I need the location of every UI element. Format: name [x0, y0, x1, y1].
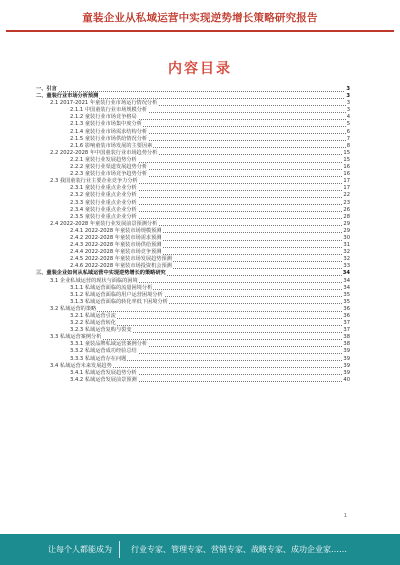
- toc-entry-label: 3.1 企业私域运营的现状与面临的困境: [50, 277, 138, 284]
- toc-entry-page: 35: [343, 298, 350, 305]
- toc-entry-page: 38: [343, 341, 350, 348]
- toc-entry-label: 2.2.1 童装行业发展趋势分析: [70, 156, 137, 163]
- toc-entry-label: 2.4.3 2022-2028 年童装市场供给预测: [70, 242, 162, 249]
- toc-entry-label: 2.1.6 影响童装市场发展的主要因素: [70, 142, 153, 149]
- toc-entry-page: 39: [343, 348, 350, 355]
- toc-entry[interactable]: [36, 192, 350, 199]
- toc-entry[interactable]: [36, 157, 350, 164]
- toc-entry-label: 2.1.1 中国童装行业市场规模分析: [70, 107, 148, 114]
- toc-entry[interactable]: [36, 143, 350, 150]
- toc-entry-label: 3.3 私域运营案例分析: [50, 334, 102, 341]
- toc-heading: 内容目录: [168, 61, 232, 77]
- toc-entry-label: 2.3.2 童装行业重点企业分析: [70, 192, 137, 199]
- toc-entry-label: 3.2.2 私域运营转化: [70, 320, 116, 327]
- toc-entry-label: 2.4.2 2022-2028 年童装市场需求预测: [70, 234, 162, 241]
- toc-entry-label: 3.1.2 私域运营面临的用户运营困境分析: [70, 291, 163, 298]
- toc-entry-page: 32: [343, 256, 350, 263]
- toc-entry-page: 36: [343, 305, 350, 312]
- toc-entry-label: 2.2 2022-2028 年中国童装行业市场趋势分析: [50, 149, 158, 156]
- toc-entry-label: 2.3.3 童装行业重点企业分析: [70, 199, 137, 206]
- toc-entry[interactable]: [36, 221, 350, 228]
- toc-entry-page: 34: [343, 277, 350, 284]
- toc-entry-label: 3.3.1 童装品牌私域运营案例分析: [70, 341, 148, 348]
- toc-entry-label: 3.2.1 私域运营引流: [70, 313, 116, 319]
- toc-entry[interactable]: [36, 299, 350, 306]
- toc-entry-page: 33: [343, 263, 350, 270]
- toc-entry-label: 三、童装企业如何从私域运营中实现逆势增长的策略研究: [36, 270, 166, 277]
- toc-entry-page: 32: [343, 249, 350, 256]
- toc-entry[interactable]: [36, 278, 350, 285]
- toc-entry-page: 36: [343, 313, 350, 319]
- header-divider: [6, 30, 394, 32]
- toc-entry-page: 35: [343, 291, 350, 298]
- toc-entry-label: 3.3.3 私域运营存在问题: [70, 355, 127, 362]
- toc-entry-label: 二、童装行业市场分析预测: [36, 93, 99, 100]
- toc-entry-page: 4: [346, 114, 350, 121]
- toc-entry-page: 37: [343, 320, 350, 327]
- toc-entry-label: 2.4 2022-2028 年童装行业发展前景预测分析: [50, 220, 158, 227]
- toc-entry-page: 39: [343, 362, 350, 369]
- toc-entry-label: 3.1.3 私域运营面临的转化率低下困境分析: [70, 298, 168, 305]
- toc-entry-page: 28: [343, 213, 350, 220]
- toc-entry-page: 22: [343, 192, 350, 199]
- toc-entry-page: 29: [343, 227, 350, 234]
- toc-entry-page: 34: [343, 284, 350, 291]
- toc-entry[interactable]: [36, 285, 350, 292]
- toc-entry-page: 34: [342, 270, 350, 277]
- footer-slogan: 让每个人都能成为: [48, 545, 112, 554]
- toc-entry[interactable]: [36, 207, 350, 214]
- toc-entry-label: 2.1.5 童装行业市场供给情况分析: [70, 135, 148, 142]
- toc-entry-page: 3: [346, 86, 350, 92]
- toc-entry-page: 16: [343, 164, 350, 171]
- toc-entry[interactable]: [36, 306, 350, 313]
- toc-entry-label: 3.2.3 私域运营复购与裂变: [70, 327, 132, 334]
- toc-entry-page: 17: [343, 185, 350, 192]
- toc-leader-dots: [36, 91, 346, 92]
- toc-entry-page: 3: [346, 93, 350, 100]
- toc-entry-label: 2.3.1 童装行业重点企业分析: [70, 185, 137, 192]
- toc-entry-page: 7: [346, 135, 350, 142]
- toc-entry[interactable]: [36, 200, 350, 207]
- toc-entry[interactable]: [36, 377, 350, 384]
- toc-entry-label: 2.1 2017-2021 年童装行业市场运行情况分析: [50, 100, 158, 107]
- toc-entry-label: 3.2 私域运营的策略: [50, 305, 97, 312]
- toc-entry-page: 23: [343, 199, 350, 206]
- toc-entry-page: 16: [343, 171, 350, 178]
- toc-entry-label: 2.1.3 童装行业市场集中度分析: [70, 121, 142, 128]
- toc-entry-page: 38: [343, 334, 350, 341]
- page-number: 1: [343, 513, 347, 519]
- page-header: [0, 0, 400, 36]
- toc-entry[interactable]: [36, 356, 350, 363]
- toc-entry-page: 40: [343, 376, 350, 383]
- toc-entry[interactable]: [36, 270, 350, 277]
- toc-entry-label: 2.4.6 2022-2028 年童装市场投资机会预测: [70, 263, 172, 270]
- toc-entry[interactable]: [36, 370, 350, 377]
- toc-entry[interactable]: [36, 363, 350, 370]
- toc-entry-page: 17: [343, 178, 350, 185]
- toc-entry-page: 39: [343, 369, 350, 376]
- toc-entry-label: 3.4 私域运营未来发展趋势: [50, 362, 112, 369]
- toc-entry-label: 2.3.4 童装行业重点企业分析: [70, 206, 137, 213]
- toc-entry-page: 8: [346, 142, 350, 149]
- toc-entry-page: 15: [343, 149, 350, 156]
- toc-entry[interactable]: [36, 228, 350, 235]
- toc-entry-page: 29: [343, 220, 350, 227]
- toc-entry-label: 2.1.4 童装行业市场需求结构分析: [70, 128, 148, 135]
- footer-tagline: 行业专家、管理专家、营销专家、战略专家、成功企业家……: [131, 545, 347, 554]
- toc-entry-label: 2.2.3 童装行业市场竞争趋势分析: [70, 171, 148, 178]
- toc-entry[interactable]: [36, 214, 350, 221]
- toc-entry-page: 15: [343, 156, 350, 163]
- toc-entry-label: 2.2.2 童装行业渠道发展趋势分析: [70, 164, 148, 171]
- page-footer: [0, 534, 400, 565]
- toc-entry[interactable]: [36, 235, 350, 242]
- toc-entry[interactable]: [36, 129, 350, 136]
- toc-entry-page: 26: [343, 206, 350, 213]
- toc-entry-label: 2.4.1 2022-2028 年童装市场规模预测: [70, 227, 162, 234]
- toc-entry[interactable]: [36, 150, 350, 157]
- toc-entry-page: 5: [346, 121, 350, 128]
- toc-entry-label: 2.1.2 童装行业市场竞争格局: [70, 114, 137, 121]
- toc-entry-label: 3.4.2 私域运营发展前景预测: [70, 376, 137, 383]
- toc-entry-label: 3.1.1 私域运营面临的流量困境分析: [70, 284, 153, 291]
- toc-entry-page: 3: [346, 100, 350, 107]
- toc-entry-label: 2.3 我国童装行业主要企业竞争力分析: [50, 178, 138, 185]
- toc-entry-label: 3.3.2 私域运营成功经验总结: [70, 348, 137, 355]
- toc-entry-label: 3.4.1 私域运营发展趋势分析: [70, 369, 137, 376]
- toc-entry-page: 30: [343, 234, 350, 241]
- toc-entry-label: 2.4.4 2022-2028 年童装市场竞争预测: [70, 249, 162, 256]
- toc-entry-page: 39: [343, 355, 350, 362]
- footer-divider: [119, 541, 120, 558]
- toc-entry-page: 31: [343, 242, 350, 249]
- toc-entry-page: 6: [346, 128, 350, 135]
- toc-entry-page: 37: [343, 327, 350, 334]
- toc-entry-page: 3: [346, 107, 350, 114]
- toc-entry-label: 2.3.5 童装行业重点企业分析: [70, 213, 137, 220]
- toc-entry[interactable]: [36, 292, 350, 299]
- toc-entry[interactable]: [36, 348, 350, 355]
- toc-entry-label: 2.4.5 2022-2028 年童装市场发展趋势预测: [70, 256, 172, 263]
- toc-entry[interactable]: [36, 121, 350, 128]
- report-title: 童装企业从私域运营中实现逆势增长策略研究报告: [82, 12, 318, 24]
- table-of-contents: [36, 86, 350, 384]
- toc-entry[interactable]: [36, 136, 350, 143]
- toc-entry-label: 一、引言: [36, 86, 57, 92]
